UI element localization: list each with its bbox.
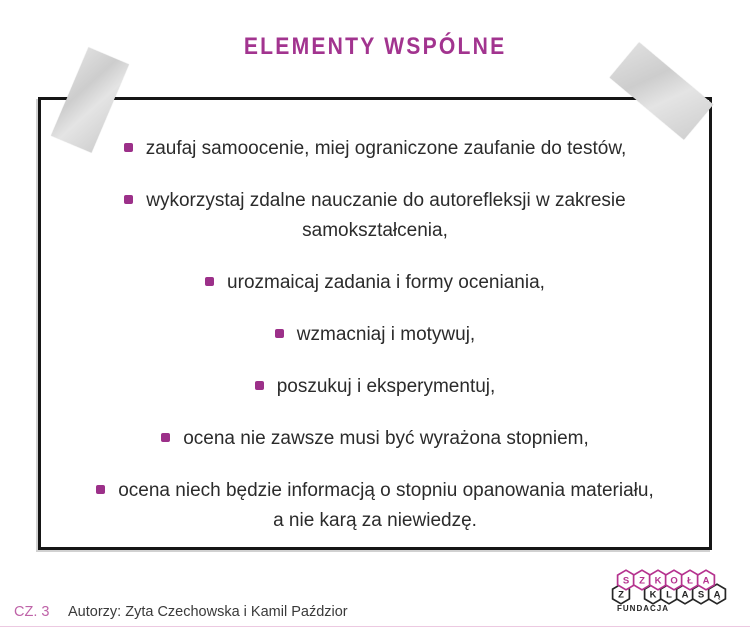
svg-text:K: K (649, 589, 657, 601)
svg-text:L: L (666, 589, 672, 601)
list-item-line (124, 190, 625, 211)
svg-text:A: A (702, 575, 710, 587)
list-item-text: poszukuj i eksperymentuj, (276, 376, 496, 397)
svg-text:K: K (654, 575, 662, 587)
bottom-divider-line (0, 626, 750, 627)
list-item-line (205, 272, 545, 293)
szkola-z-klasa-logo (609, 565, 727, 617)
bullet-square-icon (124, 195, 133, 204)
list-item-text-line2: a nie karą za niewiedzę. (273, 510, 477, 531)
list-item-text: ocena nie zawsze musi być wyrażona stopniem, (183, 428, 589, 449)
content-box (38, 97, 712, 550)
bullet-square-icon (96, 485, 105, 494)
list-item (51, 268, 699, 298)
list-item-text: ocena niech będzie informacją o stopniu opanowania materiału, (118, 480, 654, 501)
list-item (51, 134, 699, 164)
page-title: ELEMENTY WSPÓLNE (243, 33, 507, 60)
svg-text:A: A (681, 589, 689, 601)
authors-credit: Autorzy: Zyta Czechowska i Kamil Paździor (68, 604, 348, 620)
list-item (51, 372, 699, 402)
list-item (51, 424, 699, 454)
bullet-square-icon (124, 143, 133, 152)
list-item-text: zaufaj samoocenie, miej ograniczone zaufanie do testów, (145, 138, 627, 159)
list-item-line (124, 138, 627, 159)
list-item-line (96, 480, 654, 501)
bullet-square-icon (161, 433, 170, 442)
list-item (51, 476, 699, 536)
bullet-square-icon (255, 381, 264, 390)
list-item-text-line2: samokształcenia, (302, 220, 448, 241)
list-item-text: urozmaicaj zadania i formy oceniania, (227, 272, 545, 293)
svg-text:Ł: Ł (687, 575, 693, 587)
list-item (51, 186, 699, 246)
list-item-line (161, 428, 589, 449)
svg-text:O: O (670, 575, 678, 587)
part-label: CZ. 3 (14, 604, 50, 620)
svg-text:Ą: Ą (713, 589, 721, 601)
logo-hexagons-icon (609, 565, 727, 617)
list-item-text: wzmacniaj i motywuj, (296, 324, 476, 345)
list-item-line (275, 324, 475, 345)
logo-subtitle: FUNDACJA (617, 604, 669, 613)
bullet-square-icon (275, 329, 284, 338)
list-item (51, 320, 699, 350)
svg-text:S: S (622, 575, 630, 587)
svg-text:S: S (697, 589, 705, 601)
list-item-line (255, 376, 496, 397)
list-item-text: wykorzystaj zdalne nauczanie do autorefleksji w zakresie (146, 190, 626, 211)
svg-text:Z: Z (618, 589, 624, 601)
bullet-square-icon (205, 277, 214, 286)
svg-text:Z: Z (639, 575, 645, 587)
